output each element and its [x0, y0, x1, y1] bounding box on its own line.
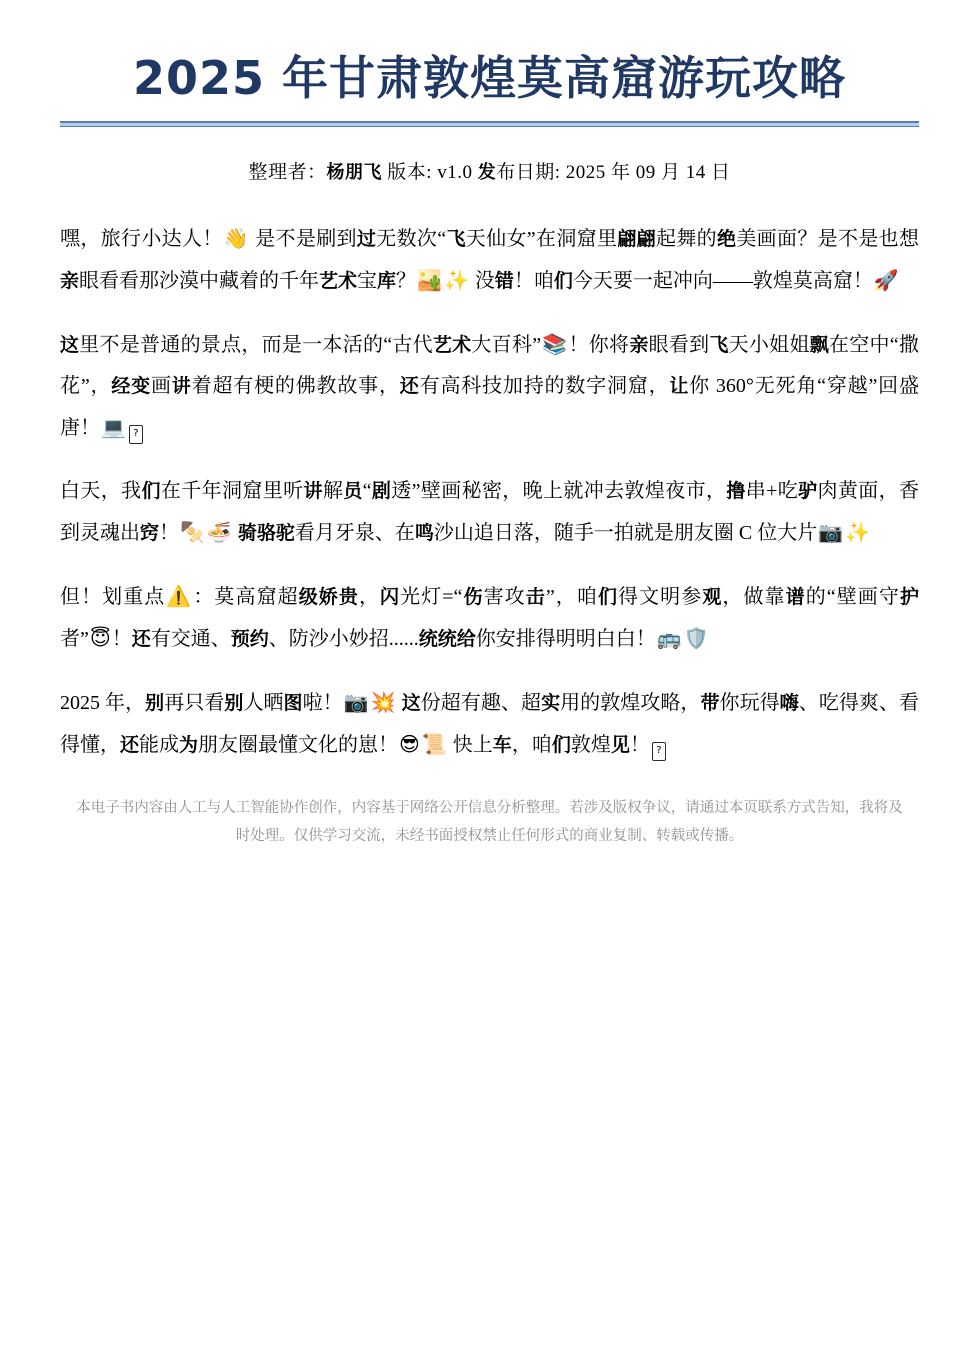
scroll-emoji: 📜	[421, 731, 447, 756]
text-run: 预约	[230, 627, 269, 650]
sparkles-emoji: ✨	[443, 267, 469, 292]
text-run: ，	[358, 585, 381, 608]
paragraph	[60, 576, 919, 660]
text-run: 肉黄面，香到灵魂出	[60, 479, 919, 544]
text-run: 图	[283, 691, 303, 714]
paragraph	[60, 218, 919, 302]
text-run: 错	[494, 269, 514, 292]
text-run: 得文明参	[618, 585, 703, 608]
text-run: 是不是刷到	[249, 227, 357, 250]
missing-glyph: ?	[652, 742, 666, 761]
paragraph	[60, 324, 919, 449]
rocket-emoji: 🚀	[873, 267, 899, 292]
noodle-bowl-emoji: 🍜	[206, 519, 232, 544]
text-run: 过	[356, 227, 377, 250]
text-run: ：莫高窟超	[193, 585, 299, 608]
text-run: 整理者：	[248, 161, 327, 183]
text-run: 起舞的	[655, 227, 717, 250]
text-run: 2025 年，	[60, 691, 146, 714]
text-run: 级娇贵	[298, 585, 359, 608]
text-run: 飘	[809, 333, 829, 356]
text-run: 在千年洞窟里听	[160, 479, 304, 502]
text-run: 白天，我	[60, 479, 142, 502]
text-run: 、防沙小妙招......	[268, 627, 419, 650]
text-run: 观	[702, 585, 723, 608]
text-run: 啦！	[302, 691, 343, 714]
shield-emoji: 🛡️	[683, 625, 709, 650]
text-run: 绝	[716, 227, 737, 250]
text-run: 害攻	[483, 585, 526, 608]
text-run: ！	[111, 627, 132, 650]
page-title: 2025 年甘肃敦煌莫高窟游玩攻略	[132, 51, 847, 105]
text-run: 版本: v1.0	[381, 161, 478, 183]
text-run: 沙山追日落，随手一拍就是朋友圈 C 位大片	[433, 521, 818, 544]
text-run: 看月牙泉、在	[294, 521, 415, 544]
text-run: 骑骆驼	[237, 521, 295, 544]
text-run: ，咱	[511, 733, 552, 756]
text-run: 今天要一起冲向——敦煌莫高窟！	[572, 269, 873, 292]
text-run: 击	[525, 585, 546, 608]
title-divider	[60, 121, 919, 127]
text-run: 朋友圈最懂文化的崽！	[198, 733, 399, 756]
text-run: 车	[492, 733, 512, 756]
text-run: 没	[469, 269, 495, 292]
text-run: 着超有梗的佛教故事，	[191, 374, 400, 397]
text-run: 见	[610, 733, 630, 756]
text-run: 讲	[171, 374, 192, 397]
text-run: 翩翩	[617, 227, 656, 250]
text-run: 为	[179, 733, 199, 756]
text-run: ！咱	[513, 269, 554, 292]
text-run: 里不是普通的景点，而是一本活的“古代	[79, 333, 433, 356]
text-run: 护	[899, 585, 919, 608]
text-run: 别	[145, 691, 165, 714]
paragraph	[60, 471, 919, 554]
text-run: 你安排得明明白白！	[475, 627, 656, 650]
text-run: 敦煌	[570, 733, 611, 756]
skewer-emoji: 🍢	[180, 519, 205, 544]
text-run: 亲	[629, 333, 649, 356]
collision-emoji: 💥	[370, 689, 396, 714]
doc-body	[60, 218, 919, 766]
sparkles-emoji: ✨	[845, 519, 871, 544]
text-run: 无数次“	[376, 227, 447, 250]
text-run: 透”壁画秘密，晚上就冲去敦煌夜市，	[391, 479, 727, 502]
text-run: 实	[541, 691, 561, 714]
warning-emoji: ⚠️	[166, 583, 193, 608]
text-run: 嗨	[779, 691, 799, 714]
text-run: ！	[629, 733, 650, 756]
text-run: 员	[343, 479, 363, 502]
text-run: 画	[150, 374, 172, 397]
halo-face-emoji: 😇	[89, 625, 111, 650]
text-run: ？	[396, 269, 417, 292]
text-run: “	[362, 479, 372, 502]
bus-emoji: 🚌	[656, 625, 682, 650]
text-run: 杨朋飞	[326, 161, 382, 183]
paragraph	[60, 682, 919, 766]
desert-emoji: 🏜️	[417, 267, 442, 292]
missing-glyph: ?	[129, 425, 143, 444]
books-emoji: 📚	[542, 331, 568, 356]
text-run: 伤	[462, 585, 484, 608]
text-run: 撸	[726, 479, 746, 502]
text-run: 美画面？是不是也想	[736, 227, 919, 250]
text-run: 嘿，旅行小达人！	[60, 227, 223, 250]
text-run: 天仙女”在洞窟里	[465, 227, 618, 250]
text-run: 但！划重点	[60, 585, 166, 608]
disclaimer-text: 本电子书内容由人工与人工智能协作创作，内容基于网络公开信息分析整理。若涉及版权争议，请通过本页联系方式告知，我将及时处理。仅供学习交流，未经书面授权禁止任何形式的商业复制、转载或传播。	[76, 799, 903, 845]
text-run: 眼看看那沙漠中藏着的千年	[79, 269, 320, 292]
text-run: 布日期: 2025 年 09 月 14 日	[496, 161, 731, 183]
text-run: 库	[377, 269, 397, 292]
text-run: 用的敦煌攻略，	[560, 691, 701, 714]
text-run: 在空中“撒花”，	[60, 333, 919, 397]
text-run: 窍	[140, 521, 160, 544]
text-run: 飞	[709, 333, 729, 356]
text-run: 带	[700, 691, 720, 714]
text-run: 们	[141, 479, 161, 502]
text-run: 有高科技加持的数字洞窟，	[419, 374, 670, 397]
text-run: 你玩得	[719, 691, 780, 714]
text-run: 宝	[357, 269, 378, 292]
text-run: 别	[224, 691, 244, 714]
text-run: 讲	[303, 479, 323, 502]
text-run: 大百科”	[471, 333, 542, 356]
text-run: 眼看到	[648, 333, 710, 356]
text-run: 们	[551, 733, 571, 756]
text-run: 的“壁画守	[805, 585, 900, 608]
text-run: 统统给	[418, 627, 476, 650]
text-run: 谱	[785, 585, 806, 608]
text-run: 飞	[446, 227, 466, 250]
text-run: 经变	[111, 374, 151, 397]
text-run: 人晒	[243, 691, 284, 714]
text-run: ，做靠	[722, 585, 786, 608]
text-run: 、吃得爽、看得懂，	[60, 691, 920, 756]
text-run: 发	[477, 161, 497, 183]
text-run: 还	[399, 374, 420, 397]
text-run: 再只看	[164, 691, 225, 714]
text-run: ”，咱	[545, 585, 598, 608]
text-run: 们	[597, 585, 619, 608]
text-run: 快上	[447, 733, 493, 756]
text-run: 能成	[139, 733, 180, 756]
text-run: 你 360°无死角“穿越”回盛唐！	[60, 374, 919, 439]
text-run: 驴	[798, 479, 818, 502]
text-run: 鸣	[414, 521, 434, 544]
text-run: 还	[131, 627, 151, 650]
text-run: 这	[401, 691, 421, 714]
camera-emoji: 📷	[343, 689, 369, 714]
text-run: 让	[669, 374, 690, 397]
doc-meta-line	[60, 157, 919, 184]
text-run: ！	[159, 521, 180, 544]
text-run: 光灯=“	[400, 585, 463, 608]
text-run: 艺术	[319, 269, 358, 292]
text-run: 艺术	[432, 333, 472, 356]
text-run: 串+吃	[745, 479, 799, 502]
text-run: ！你将	[568, 333, 630, 356]
waving-hand-emoji: 👋	[223, 225, 249, 250]
text-run: 有交通、	[150, 627, 231, 650]
sunglasses-face-emoji: 😎	[399, 731, 420, 756]
laptop-emoji: 💻	[101, 414, 126, 439]
text-run: 解	[322, 479, 344, 502]
text-run: 份超有趣、超	[420, 691, 542, 714]
text-run: 天小姐姐	[728, 333, 810, 356]
text-run: 这	[60, 333, 80, 356]
text-run: 们	[553, 269, 573, 292]
text-run: 剧	[371, 479, 392, 502]
text-run: 还	[120, 733, 140, 756]
camera-emoji: 📷	[818, 519, 844, 544]
text-run: 亲	[60, 269, 80, 292]
text-run: 闪	[380, 585, 401, 608]
text-run: 者”	[60, 627, 89, 650]
